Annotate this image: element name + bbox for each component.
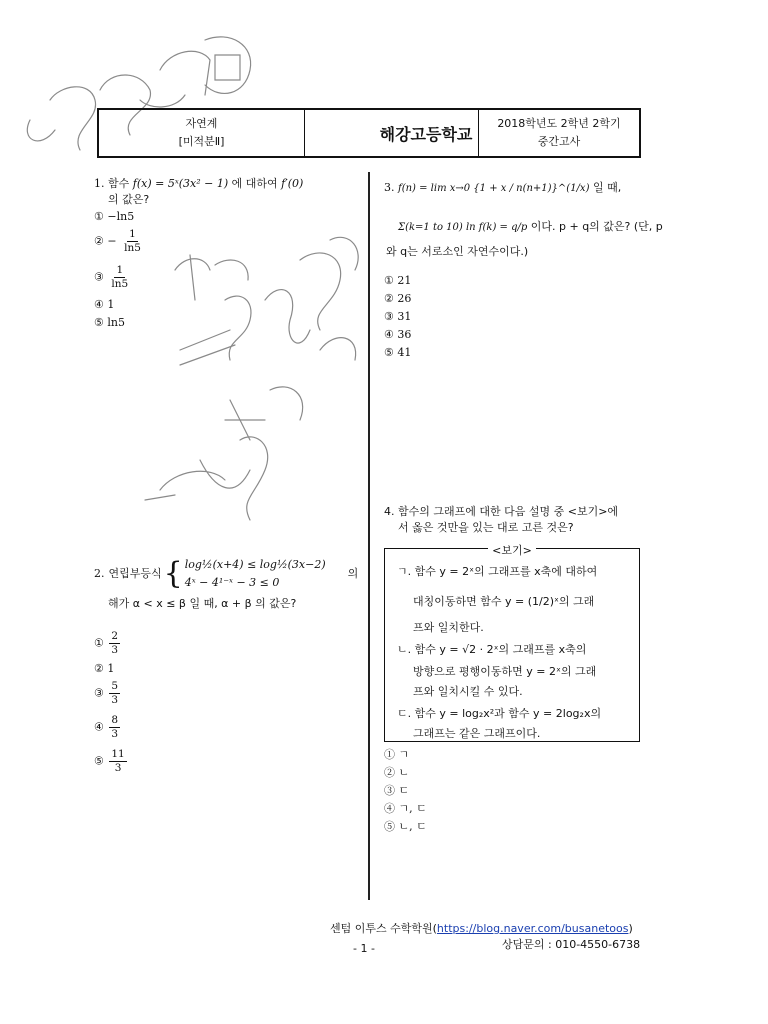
q4-option-3[interactable] bbox=[384, 782, 409, 800]
q2-option-1-den: 3 bbox=[111, 644, 119, 656]
q2-option-3-fraction bbox=[109, 680, 120, 707]
q3-formula: f(n) = lim x→0 {1 + x / n(n+1)}^(1/x) bbox=[398, 183, 590, 194]
q1-formula: f(x) = 5ˣ(3x² − 1) bbox=[132, 177, 229, 190]
bogi-line-2: 대칭이동하면 함수 y = (1/2)ˣ의 그래 bbox=[413, 595, 595, 608]
bogi-line-8: 그래프는 같은 그래프이다. bbox=[413, 727, 541, 740]
q4-option-1[interactable] bbox=[384, 746, 409, 764]
q3-option-4[interactable] bbox=[384, 326, 411, 344]
q4-option-5-value: ㄴ, ㄷ bbox=[398, 820, 427, 833]
q2-option-5[interactable] bbox=[94, 748, 129, 775]
q2-option-2[interactable] bbox=[94, 660, 114, 678]
q4-option-2-mark: ② bbox=[384, 766, 395, 779]
exam-label: 중간고사 bbox=[537, 135, 581, 148]
q2-option-5-num: 11 bbox=[111, 748, 125, 760]
q3-option-5[interactable] bbox=[384, 344, 411, 362]
q4-option-5[interactable] bbox=[384, 818, 427, 836]
q3-option-2-mark: ② bbox=[384, 292, 394, 305]
column-divider bbox=[368, 172, 370, 900]
q3-sum: Σ(k=1 to 10) ln f(k) = q/p bbox=[398, 222, 528, 233]
q3-option-3-mark: ③ bbox=[384, 310, 394, 323]
q4-option-4[interactable] bbox=[384, 800, 427, 818]
q1-text-b: 에 대하여 bbox=[231, 177, 278, 190]
q3-number: 3. bbox=[384, 181, 395, 194]
q3-option-2-value: 26 bbox=[397, 292, 412, 305]
q1-option-3-mark: ③ bbox=[94, 270, 104, 284]
q1-option-4[interactable] bbox=[94, 296, 114, 314]
q3-option-1-mark: ① bbox=[384, 274, 394, 287]
q4-option-4-mark: ④ bbox=[384, 802, 395, 815]
q3-text-a: 일 때, bbox=[592, 181, 622, 194]
q1-option-3-den: ln5 bbox=[111, 278, 129, 290]
footer-blog-link[interactable]: https://blog.naver.com/busanetoos bbox=[436, 922, 629, 935]
q1-target: f′(0) bbox=[281, 177, 304, 190]
q2-option-3[interactable] bbox=[94, 680, 122, 707]
q1-option-4-value: 1 bbox=[107, 298, 115, 311]
q1-option-2-mark: ② bbox=[94, 234, 104, 248]
q1-option-5[interactable] bbox=[94, 314, 125, 332]
q1-option-1[interactable] bbox=[94, 208, 134, 226]
footer-page-number: - 1 - bbox=[353, 942, 375, 955]
bogi-line-4: ㄴ. 함수 y = √2 · 2ˣ의 그래프를 x축의 bbox=[397, 643, 587, 656]
q1-text-c: 의 값은? bbox=[108, 193, 150, 206]
q1-option-3-num: 1 bbox=[116, 264, 124, 276]
q4-option-2[interactable] bbox=[384, 764, 409, 782]
q4-number: 4. bbox=[384, 505, 395, 518]
exam-header bbox=[97, 108, 641, 158]
q2-option-2-mark: ② bbox=[94, 662, 104, 675]
footer-academy-name: 센텀 이투스 수학학원( bbox=[330, 922, 437, 935]
q4-option-3-mark: ③ bbox=[384, 784, 395, 797]
track-label: 자연계 bbox=[185, 117, 218, 130]
q1-option-2-num: 1 bbox=[129, 228, 136, 240]
q3-option-4-value: 36 bbox=[397, 328, 412, 341]
q3-option-1-value: 21 bbox=[397, 274, 412, 287]
q3-option-3[interactable] bbox=[384, 308, 411, 326]
q1-option-2[interactable] bbox=[94, 228, 145, 255]
q2-option-1-num: 2 bbox=[111, 630, 119, 642]
bogi-title: <보기> bbox=[488, 544, 536, 557]
question-1 bbox=[94, 176, 362, 208]
q1-option-1-mark: ① bbox=[94, 210, 104, 223]
q1-option-2-den: ln5 bbox=[124, 242, 141, 254]
q2-ineq-1: log½(x+4) ≤ log½(3x−2) bbox=[184, 558, 326, 571]
q2-text-b: 의 bbox=[347, 567, 359, 580]
q2-option-2-value: 1 bbox=[107, 662, 115, 675]
q2-option-1-mark: ① bbox=[94, 636, 104, 650]
school-name: 해강고등학교 bbox=[379, 124, 473, 144]
q1-option-5-value: ln5 bbox=[107, 316, 125, 329]
q2-option-5-fraction bbox=[109, 748, 126, 775]
q2-option-5-mark: ⑤ bbox=[94, 754, 104, 768]
bogi-box bbox=[384, 544, 640, 742]
footer-academy bbox=[330, 920, 633, 936]
q3-option-3-value: 31 bbox=[397, 310, 412, 323]
q2-option-4-num: 8 bbox=[111, 714, 119, 726]
q1-option-5-mark: ⑤ bbox=[94, 316, 104, 329]
q3-option-4-mark: ④ bbox=[384, 328, 394, 341]
q3-option-2[interactable] bbox=[384, 290, 411, 308]
q3-text-c: 와 q는 서로소인 자연수이다.) bbox=[386, 245, 529, 258]
question-2 bbox=[94, 556, 366, 612]
footer-contact: 상담문의 : 010-4550-6738 bbox=[502, 938, 641, 951]
bogi-line-7: ㄷ. 함수 y = log₂x²과 함수 y = 2log₂x의 bbox=[397, 707, 602, 720]
bogi-line-6: 프와 일치시킬 수 있다. bbox=[413, 685, 523, 698]
q3-option-1[interactable] bbox=[384, 272, 411, 290]
q1-text-a: 함수 bbox=[108, 177, 130, 190]
bogi-line-3: 프와 일치한다. bbox=[413, 621, 484, 634]
q4-option-4-value: ㄱ, ㄷ bbox=[398, 802, 427, 815]
q3-text-b: 이다. p + q의 값은? (단, p bbox=[530, 220, 663, 233]
q4-option-5-mark: ⑤ bbox=[384, 820, 395, 833]
q1-option-4-mark: ④ bbox=[94, 298, 104, 311]
q2-brace: { bbox=[163, 556, 183, 591]
q4-option-1-value: ㄱ bbox=[398, 748, 410, 761]
q2-option-3-mark: ③ bbox=[94, 686, 104, 700]
q4-option-1-mark: ① bbox=[384, 748, 395, 761]
question-4 bbox=[384, 504, 646, 536]
q3-option-5-mark: ⑤ bbox=[384, 346, 394, 359]
subject-label: [미적분Ⅱ] bbox=[178, 135, 225, 148]
q3-option-5-value: 41 bbox=[397, 346, 412, 359]
q1-option-1-value: −ln5 bbox=[107, 210, 135, 223]
q2-option-4-fraction bbox=[109, 714, 120, 741]
bogi-line-1: ㄱ. 함수 y = 2ˣ의 그래프를 x축에 대하여 bbox=[397, 565, 598, 578]
q1-option-2-fraction bbox=[122, 228, 143, 255]
q1-option-2-sign: − bbox=[107, 234, 117, 248]
q4-text-b: 서 옳은 것만을 있는 대로 고른 것은? bbox=[398, 521, 574, 534]
q2-number: 2. bbox=[94, 567, 105, 580]
q2-option-4[interactable] bbox=[94, 714, 122, 741]
q2-text-a: 연립부등식 bbox=[108, 567, 162, 580]
q4-text-a: 함수의 그래프에 대한 다음 설명 중 <보기>에 bbox=[398, 505, 619, 518]
term-label: 2018학년도 2학년 2학기 bbox=[497, 117, 621, 130]
q2-option-4-mark: ④ bbox=[94, 720, 104, 734]
q2-option-5-den: 3 bbox=[114, 762, 122, 774]
q1-option-3[interactable] bbox=[94, 264, 132, 291]
q2-option-1[interactable] bbox=[94, 630, 122, 657]
header-left-cell bbox=[99, 110, 305, 156]
q2-option-1-fraction bbox=[109, 630, 120, 657]
q1-number: 1. bbox=[94, 177, 105, 190]
q2-text-c: 해가 α < x ≤ β 일 때, α + β 의 값은? bbox=[108, 597, 297, 610]
bogi-line-5: 방향으로 평행이동하면 y = 2ˣ의 그래 bbox=[413, 665, 597, 678]
footer-close-paren: ) bbox=[628, 922, 633, 935]
header-right-cell bbox=[478, 110, 639, 156]
q1-option-3-fraction bbox=[109, 264, 130, 291]
question-3 bbox=[384, 180, 663, 260]
q2-option-4-den: 3 bbox=[111, 728, 119, 740]
q4-option-3-value: ㄷ bbox=[398, 784, 410, 797]
q2-ineq-2: 4ˣ − 4¹⁻ˣ − 3 ≤ 0 bbox=[184, 576, 280, 589]
q2-option-3-num: 5 bbox=[111, 680, 119, 692]
q4-option-2-value: ㄴ bbox=[398, 766, 410, 779]
q2-system bbox=[185, 556, 326, 592]
q2-option-3-den: 3 bbox=[111, 694, 119, 706]
